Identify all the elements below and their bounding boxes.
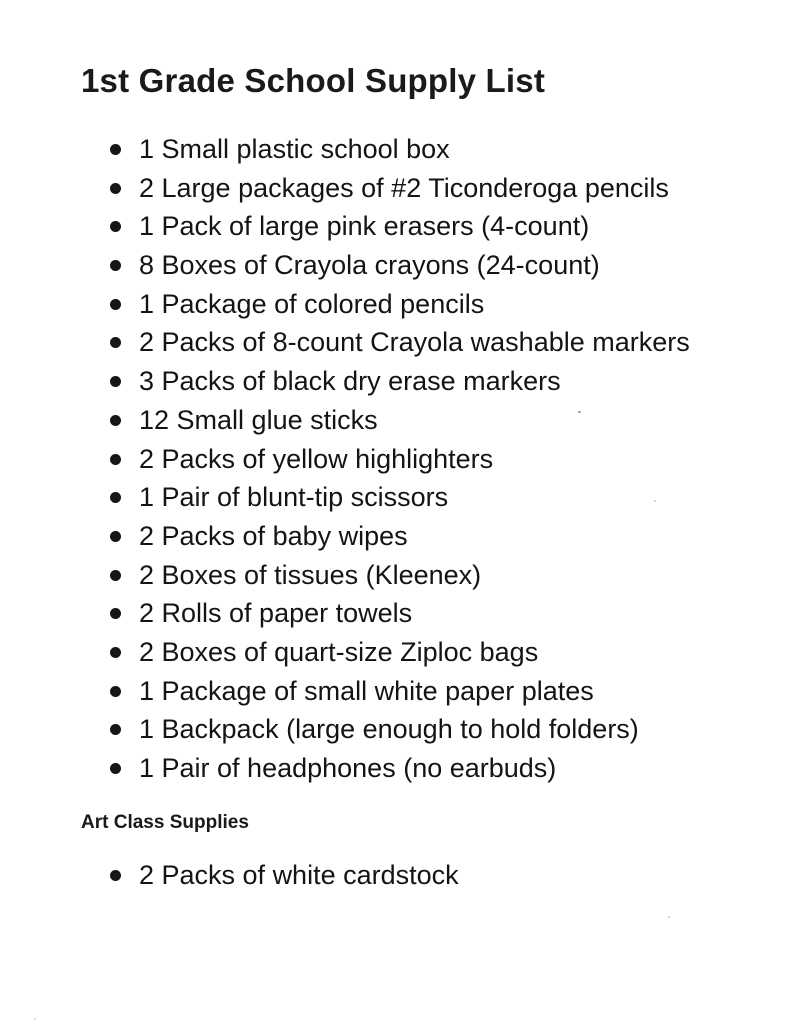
list-item-text: 1 Pair of headphones (no earbuds) xyxy=(139,753,557,783)
bullet-icon xyxy=(110,299,121,310)
bullet-icon xyxy=(110,183,121,194)
list-item-text: 1 Package of colored pencils xyxy=(139,288,485,319)
bullet-icon xyxy=(110,454,121,465)
bullet-icon xyxy=(110,260,121,271)
list-item-text: 2 Large packages of #2 Ticonderoga pencils xyxy=(139,172,669,203)
scan-speck xyxy=(34,1018,36,1020)
scan-speck xyxy=(668,916,670,918)
bullet-icon xyxy=(110,144,121,155)
list-item-text: 1 Package of small white paper plates xyxy=(139,675,594,706)
list-item-text: 2 Packs of 8-count Crayola washable markers xyxy=(139,327,690,358)
list-item-text: 2 Boxes of quart-size Ziploc bags xyxy=(139,636,539,667)
bullet-icon xyxy=(110,492,121,503)
list-item-text: 2 Rolls of paper towels xyxy=(139,598,413,629)
list-item-text: 1 Pair of blunt-tip scissors xyxy=(139,482,449,513)
list-item-text: 8 Boxes of Crayola crayons (24-count) xyxy=(139,250,600,281)
list-item-text: 1 Small plastic school box xyxy=(139,134,450,164)
bullet-icon xyxy=(110,647,121,658)
bullet-icon xyxy=(110,686,121,697)
bullet-icon xyxy=(110,337,121,348)
bullet-icon xyxy=(110,724,121,735)
list-item-text: 2 Packs of baby wipes xyxy=(139,520,408,551)
bullet-icon xyxy=(110,415,121,426)
art-section-heading: Art Class Supplies xyxy=(81,812,249,833)
list-item-text: 12 Small glue sticks xyxy=(139,404,378,435)
bullet-icon xyxy=(110,870,121,881)
page-title: 1st Grade School Supply List xyxy=(81,62,546,99)
list-item-text: 2 Boxes of tissues (Kleenex) xyxy=(139,559,482,590)
list-item-text: 2 Packs of white cardstock xyxy=(139,860,459,890)
scan-speck xyxy=(654,500,656,502)
bullet-icon xyxy=(110,570,121,581)
bullet-icon xyxy=(110,376,121,387)
bullet-icon xyxy=(110,221,121,232)
list-item-text: 2 Packs of yellow highlighters xyxy=(139,443,494,474)
bullet-icon xyxy=(110,608,121,619)
bullet-icon xyxy=(110,763,121,774)
bullet-icon xyxy=(110,531,121,542)
list-item-text: 3 Packs of black dry erase markers xyxy=(139,366,561,397)
list-item-text: 1 Pack of large pink erasers (4-count) xyxy=(139,211,590,242)
scan-speck xyxy=(578,411,581,413)
list-item-text: 1 Backpack (large enough to hold folders) xyxy=(139,714,639,745)
